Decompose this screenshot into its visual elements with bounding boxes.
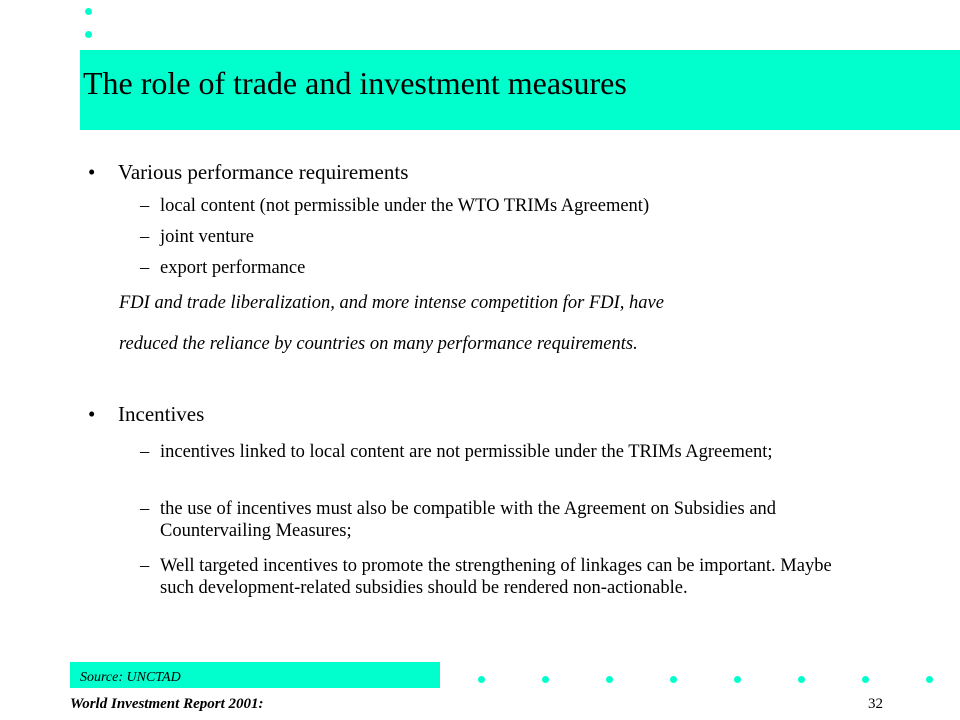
sub-item	[140, 555, 870, 599]
bullet-heading	[88, 400, 204, 428]
page-number: 32	[868, 696, 883, 712]
sub-item	[140, 195, 900, 217]
sub-item-text: export performance	[160, 258, 306, 278]
dash-icon: –	[140, 196, 150, 216]
decorative-dot	[734, 676, 741, 683]
dash-icon: –	[140, 556, 150, 576]
decorative-dot	[542, 676, 549, 683]
sub-item-text: the use of incentives must also be compatible with the Agreement on Subsidies and Countervailing Measures;	[160, 499, 777, 541]
bullet-icon: •	[88, 402, 96, 426]
decorative-dot	[798, 676, 805, 683]
decorative-dot	[606, 676, 613, 683]
sub-item	[140, 226, 900, 248]
italic-note: FDI and trade liberalization, and more intense competition for FDI, have	[119, 293, 664, 313]
dash-icon: –	[140, 258, 150, 278]
dash-icon: –	[140, 227, 150, 247]
decorative-dot	[85, 8, 92, 15]
decorative-dot	[670, 676, 677, 683]
decorative-dot	[478, 676, 485, 683]
source-label: Source: UNCTAD	[80, 670, 181, 685]
decorative-dot	[862, 676, 869, 683]
italic-note: reduced the reliance by countries on many performance requirements.	[119, 334, 638, 354]
sub-item-text: Well targeted incentives to promote the strengthening of linkages can be important. Maybe such development-related subsidies should be rendered non-actionable.	[160, 556, 832, 598]
report-title: World Investment Report 2001:	[70, 696, 264, 712]
decorative-dot	[85, 31, 92, 38]
bullet-heading-text: Incentives	[118, 402, 205, 426]
sub-item	[140, 257, 900, 279]
sub-item	[140, 441, 870, 463]
bullet-heading	[88, 158, 408, 186]
decorative-dot	[926, 676, 933, 683]
sub-item-text: incentives linked to local content are not permissible under the TRIMs Agreement;	[160, 442, 773, 462]
sub-item	[140, 498, 870, 542]
bullet-heading-text: Various performance requirements	[118, 160, 409, 184]
bullet-icon: •	[88, 160, 96, 184]
dash-icon: –	[140, 442, 150, 462]
dash-icon: –	[140, 499, 150, 519]
sub-item-text: joint venture	[160, 227, 255, 247]
sub-item-text: local content (not permissible under the WTO TRIMs Agreement)	[160, 196, 650, 216]
slide-title: The role of trade and investment measures	[83, 65, 627, 101]
